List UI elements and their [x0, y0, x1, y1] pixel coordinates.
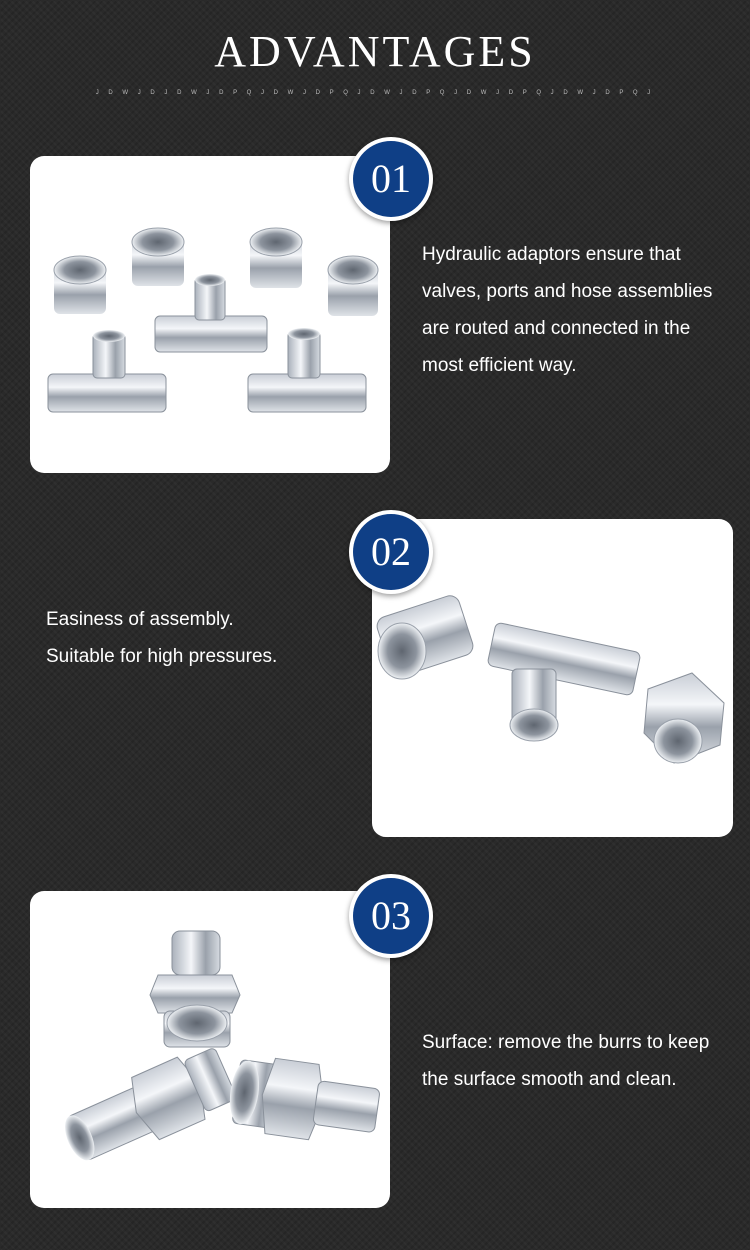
text-line: the surface smooth and clean. — [422, 1069, 677, 1090]
text-line: Hydraulic adaptors ensure that — [422, 244, 681, 265]
product-image-hose-barb-adapters — [30, 891, 390, 1208]
hose-barb-adapter-top — [150, 931, 240, 1047]
text-line: most efficient way. — [422, 355, 577, 376]
tee-adapter-center — [487, 622, 641, 741]
decorative-subline: J D W J D J D W J D P Q J D W J D P Q J D W J D P Q J D W J D P Q J D W J D P Q J — [95, 90, 655, 96]
text-line: are routed and connected in the — [422, 318, 691, 339]
page-title: ADVANTAGES — [214, 27, 536, 76]
product-image-tee-fittings — [30, 156, 390, 473]
step-badge-01 — [349, 137, 433, 221]
nut-fitting-2 — [132, 228, 184, 286]
nut-fitting-3 — [250, 228, 302, 288]
step-badge-02 — [349, 510, 433, 594]
advantage-text-01 — [422, 236, 712, 384]
text-line: valves, ports and hose assemblies — [422, 281, 713, 302]
step-number: 02 — [353, 514, 429, 590]
hose-barb-adapter-left — [55, 1042, 240, 1174]
text-line: Easiness of assembly. — [46, 609, 234, 630]
straight-adapter-left — [375, 593, 476, 679]
advantage-text-02 — [46, 601, 277, 675]
nut-fitting-4 — [328, 256, 378, 316]
hose-barb-adapter-right — [225, 1053, 382, 1149]
tee-fitting-left — [48, 330, 166, 412]
text-line: Suitable for high pressures. — [46, 646, 278, 667]
step-number: 03 — [353, 878, 429, 954]
step-number: 01 — [353, 141, 429, 217]
advantage-text-03 — [422, 1024, 709, 1098]
text-line: Surface: remove the burrs to keep — [422, 1032, 710, 1053]
step-badge-03 — [349, 874, 433, 958]
straight-adapter-right — [644, 673, 724, 763]
nut-fitting-1 — [54, 256, 106, 314]
